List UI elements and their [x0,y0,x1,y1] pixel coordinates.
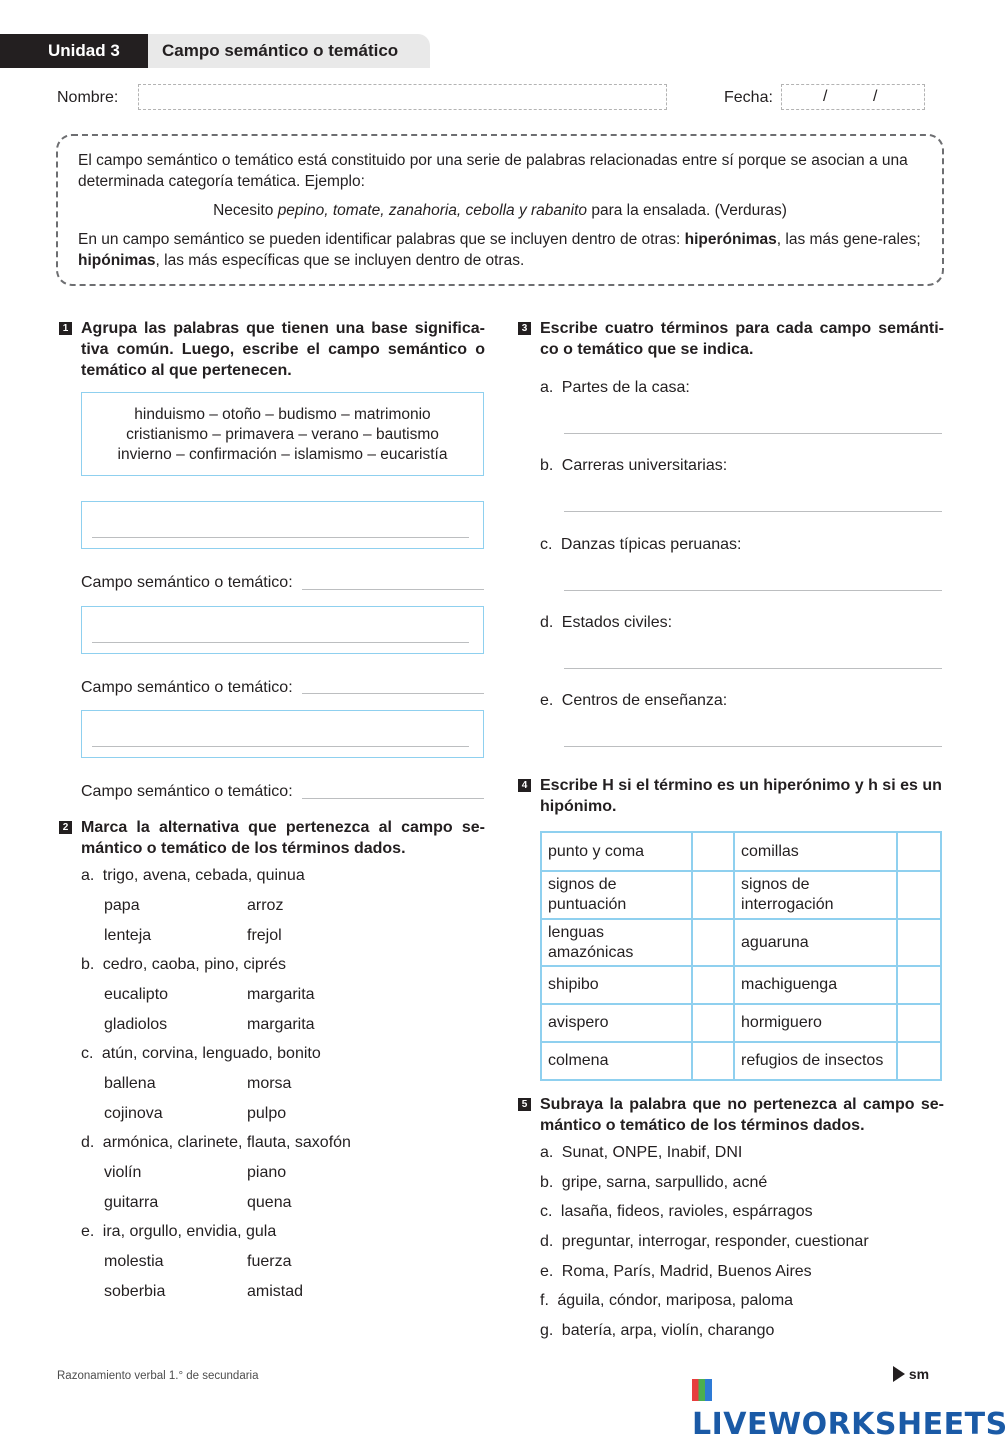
q5-item[interactable]: e. Roma, París, Madrid, Buenos Aires [540,1263,812,1280]
q4-answer-cell[interactable] [692,871,734,919]
footer-text: Razonamiento verbal 1.° de secundaria [57,1370,259,1382]
q1-field-label-2: Campo semántico o temático: [81,679,293,696]
q4-answer-cell[interactable] [692,919,734,966]
q4-term: signos de puntuación [541,871,692,919]
q3-item: e. Centros de enseñanza: [540,692,728,709]
q3-answer-line[interactable] [564,433,942,434]
q4-term: signos de interrogación [734,871,897,919]
q4-answer-cell[interactable] [897,1004,941,1042]
info-box [56,134,944,286]
table-row [541,919,941,966]
q2-item: e. ira, orgullo, envidia, gula [81,1223,277,1240]
q4-term: comillas [734,832,897,871]
q4-answer-cell[interactable] [692,1004,734,1042]
q2-item: d. armónica, clarinete, flauta, saxofón [81,1134,351,1151]
q5-item[interactable]: f. águila, cóndor, mariposa, paloma [540,1292,794,1309]
q4-term: aguaruna [734,919,897,966]
q4-answer-cell[interactable] [897,871,941,919]
q2-option[interactable]: molestia [104,1253,164,1270]
q4-answer-cell[interactable] [692,966,734,1004]
q3-item: b. Carreras universitarias: [540,457,728,474]
q3-item: a. Partes de la casa: [540,379,690,396]
example-text: Necesito pepino, tomate, zanahoria, cebolla y rabanito para la ensalada. (Verduras) [213,202,787,219]
name-label: Nombre: [57,89,119,106]
q4-term: machiguenga [734,966,897,1004]
q2-option[interactable]: lenteja [104,927,152,944]
q1-field-line-2[interactable] [302,693,484,694]
q5-number: 5 [518,1098,531,1111]
q2-option[interactable]: violín [104,1164,142,1181]
q4-answer-cell[interactable] [692,1042,734,1080]
unit-tab: Unidad 3 [0,34,148,68]
table-row [541,1004,941,1042]
q3-answer-line[interactable] [564,590,942,591]
q2-option[interactable]: margarita [247,1016,315,1033]
q2-item: b. cedro, caoba, pino, ciprés [81,956,287,973]
date-separator: / [873,88,878,105]
table-row [541,871,941,919]
q5-item[interactable]: c. lasaña, fideos, ravioles, espárragos [540,1203,813,1220]
q1-field-line-1[interactable] [302,589,484,590]
q3-answer-line[interactable] [564,511,942,512]
name-field[interactable] [138,84,667,110]
q4-answer-cell[interactable] [897,966,941,1004]
q2-title: 2 Marca la alternativa que pertenezca al campo se-mántico o temático de los términos dados. [59,817,485,838]
date-label: Fecha: [724,89,773,106]
q2-option[interactable]: cojinova [104,1105,163,1122]
q4-number: 4 [518,779,531,792]
q2-option[interactable]: piano [247,1164,287,1181]
table-row [541,1042,941,1080]
q3-answer-line[interactable] [564,668,942,669]
q5-item[interactable]: d. preguntar, interrogar, responder, cuestionar [540,1233,869,1250]
q4-term: colmena [541,1042,692,1080]
q4-answer-cell[interactable] [692,832,734,871]
q3-answer-line[interactable] [564,746,942,747]
liveworksheets-logo[interactable]: LIVEWORKSHEETS [692,1372,1008,1442]
q5-item[interactable]: b. gripe, sarna, sarpullido, acné [540,1174,768,1191]
q2-item: a. trigo, avena, cebada, quinua [81,867,305,884]
q2-option[interactable]: gladiolos [104,1016,168,1033]
q2-option[interactable]: ballena [104,1075,156,1092]
table-row [541,966,941,1004]
q2-option[interactable]: fuerza [247,1253,292,1270]
q3-number: 3 [518,322,531,335]
page-title: Campo semántico o temático [148,34,430,68]
q1-title: 1 Agrupa las palabras que tienen una base significa-tiva común. Luego, escribe el campo semántico o temático al que pertenecen. [59,318,485,339]
date-field[interactable] [781,84,925,110]
q4-term: shipibo [541,966,692,1004]
q1-field-line-3[interactable] [302,798,484,799]
q2-option[interactable]: eucalipto [104,986,169,1003]
q4-answer-cell[interactable] [897,1042,941,1080]
q1-word-box: hinduismo – otoño – budismo – matrimonio cristianismo – primavera – verano – bautismo invierno – confirmación – islamismo – eucaristía [81,392,484,476]
q2-option[interactable]: soberbia [104,1283,166,1300]
q4-term: punto y coma [541,832,692,871]
q3-item: d. Estados civiles: [540,614,673,631]
q2-option[interactable]: quena [247,1194,292,1211]
q2-item: c. atún, corvina, lenguado, bonito [81,1045,321,1062]
table-row [541,832,941,871]
q2-number: 2 [59,821,72,834]
q4-term: refugios de insectos [734,1042,897,1080]
q2-option[interactable]: papa [104,897,140,914]
q4-answer-cell[interactable] [897,832,941,871]
q2-option[interactable]: amistad [247,1283,304,1300]
q3-title: 3 Escribe cuatro términos para cada campo semánti-co o temático que se indica. [518,318,944,339]
q1-field-label-3: Campo semántico o temático: [81,783,293,800]
q1-answer-box-2[interactable] [81,606,484,654]
hyper-hypo-text: En un campo semántico se pueden identificar palabras que se incluyen dentro de otras: hiperónimas, las más gene-rales; hipónimas, las más específicas que se incluyen dentro de otras. [78,231,921,269]
q4-term: avispero [541,1004,692,1042]
q4-term: lenguas amazónicas [541,919,692,966]
q1-number: 1 [59,322,72,335]
q5-item[interactable]: g. batería, arpa, violín, charango [540,1322,775,1339]
q2-option[interactable]: morsa [247,1075,292,1092]
q1-answer-box-1[interactable] [81,501,484,549]
liveworksheets-icon [692,1379,712,1401]
q4-title: 4 Escribe H si el término es un hiperónimo y h si es un hipónimo. [518,775,944,796]
q2-option[interactable]: margarita [247,986,315,1003]
q2-option[interactable]: guitarra [104,1194,159,1211]
q3-item: c. Danzas típicas peruanas: [540,536,742,553]
q2-option[interactable]: arroz [247,897,284,914]
definition-text: El campo semántico o temático está constituido por una serie de palabras relacionadas entre sí porque se asocian a una determinada categoría temática. Ejemplo: [78,152,908,190]
q1-field-label-1: Campo semántico o temático: [81,574,293,591]
q2-option[interactable]: frejol [247,927,282,944]
q1-answer-box-3[interactable] [81,710,484,758]
publisher-logo: sm [893,1366,929,1382]
date-separator: / [823,88,828,105]
q2-option[interactable]: pulpo [247,1105,287,1122]
q4-table [540,831,942,1081]
q5-title: 5 Subraya la palabra que no pertenezca al campo se-mántico o temático de los términos dados. [518,1094,944,1115]
q4-term: hormiguero [734,1004,897,1042]
q4-answer-cell[interactable] [897,919,941,966]
q5-item[interactable]: a. Sunat, ONPE, Inabif, DNI [540,1144,743,1161]
